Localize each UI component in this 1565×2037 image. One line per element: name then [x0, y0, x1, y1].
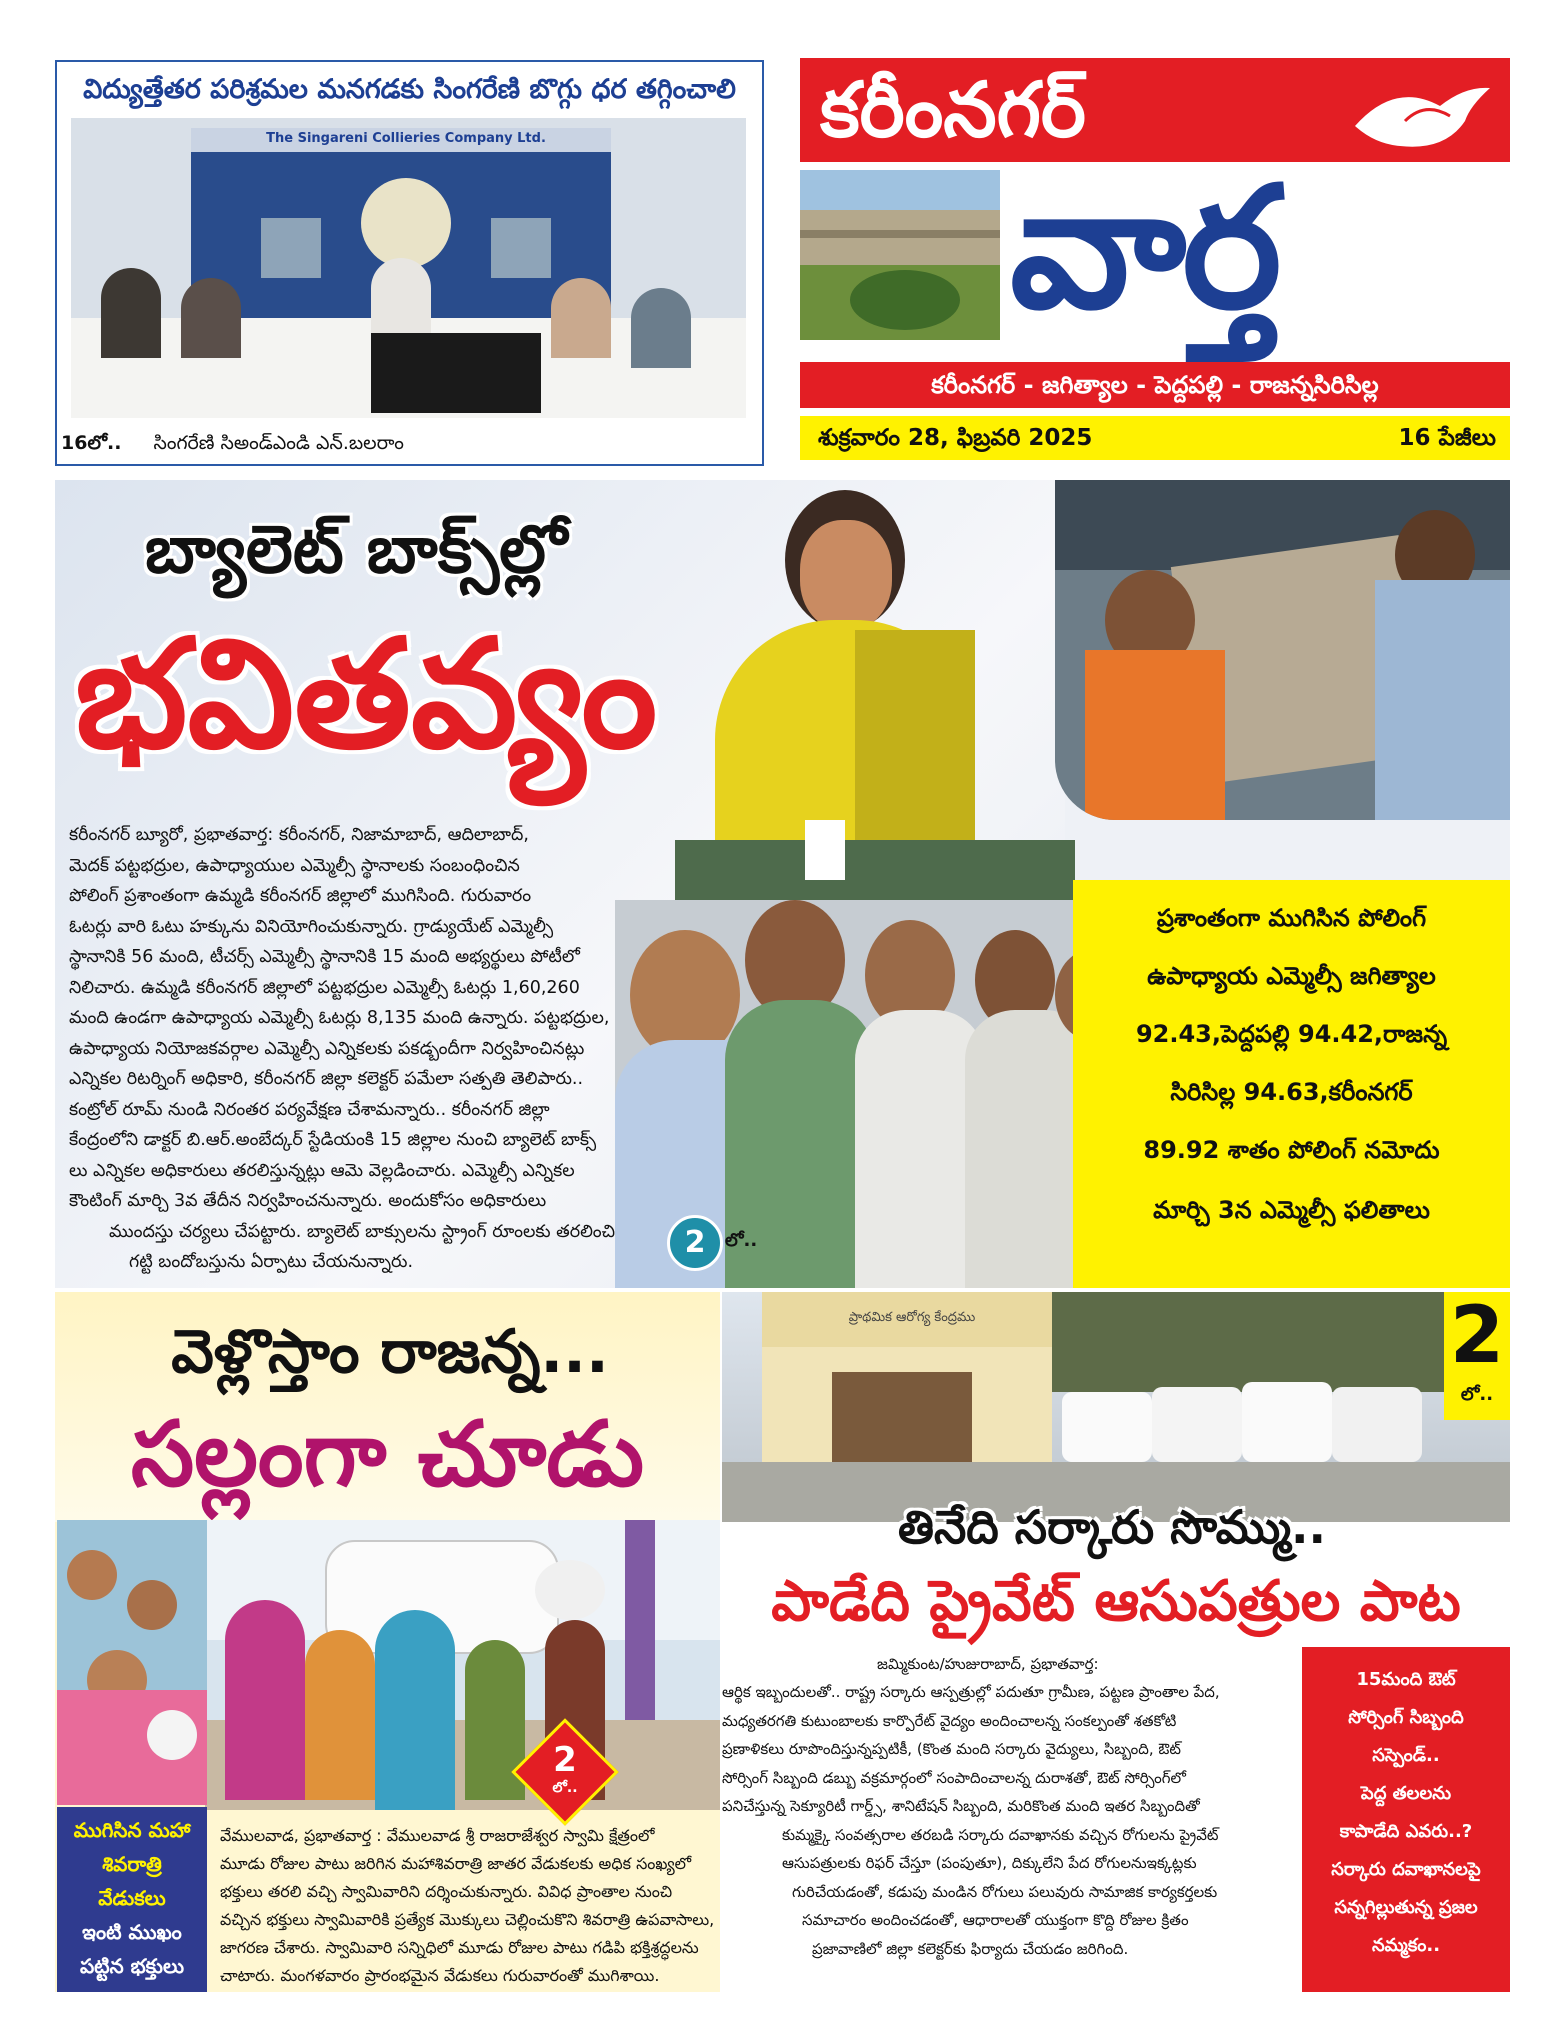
shivaratri-side-box: [57, 1807, 207, 1992]
summary-line: 89.92 శాతం పోలింగ్ నమోదు: [1143, 1136, 1440, 1164]
body-line: గట్టి బందోబస్తును ఏర్పాటు చేయనున్నారు.: [129, 1252, 414, 1272]
side-line: శివరాత్రి: [102, 1852, 162, 1876]
body-line: పోలింగ్ ప్రశాంతంగా ఉమ్మడి కరీంనగర్ జిల్లాలో ముగిసింది. గురువారం: [69, 886, 532, 906]
body-line: వచ్చిన భక్తులు స్వామివారికి ప్రత్యేక మొక్కులు చెల్లించుకొని శివరాత్రి ఉపవాసాలు,: [220, 1910, 715, 1929]
side-line: సన్నగిల్లుతున్న ప్రజల: [1334, 1897, 1478, 1918]
pages-text: 16 పేజీలు: [1398, 425, 1496, 451]
body-line: మంది ఉండగా ఉపాధ్యాయ ఎమ్మెల్సీ ఓటర్లు 8,135 మంది ఉన్నారు. పట్టభద్రుల,: [69, 1008, 610, 1028]
jump-suffix: లో..: [1460, 1384, 1494, 1405]
hospital-story: [722, 1292, 1510, 1992]
body-line: ఎన్నికల రిటర్నింగ్ అధికారి, కరీంనగర్ జిల్లా కలెక్టర్ పమేలా సత్పతి తెలిపారు..: [69, 1069, 584, 1089]
jump-suffix: లో..: [725, 1230, 758, 1251]
date-bar: [800, 416, 1510, 460]
body-line: ముందస్తు చర్యలు చేపట్టారు. బ్యాలెట్ బాక్సులను స్ట్రాంగ్ రూంలకు తరలించి: [109, 1221, 616, 1242]
hospital-sign: ప్రాథమిక ఆరోగ్య కేంద్రము: [848, 1310, 976, 1325]
shivaratri-headline-top: వెళ్లొస్తాం రాజన్న...: [171, 1317, 609, 1387]
summary-line: సిరిసిల్ల 94.63,కరీంనగర్: [1170, 1078, 1413, 1106]
masthead-title-small: కరీంనగర్: [820, 65, 1086, 154]
side-line: పెద్ద తలలను: [1360, 1783, 1452, 1804]
body-line: కౌంటింగ్ మార్చి 3వ తేదీన నిర్వహించనున్నారు. అందుకోసం అధికారులు: [69, 1191, 547, 1211]
ballot-box-photo: [1055, 480, 1510, 820]
summary-line: ఉపాధ్యాయ ఎమ్మెల్సీ జగిత్యాల: [1147, 962, 1436, 990]
dam-photo: [800, 170, 1000, 340]
bus-devotees-photo: [57, 1520, 207, 1805]
devotees-photo: [205, 1520, 720, 1810]
summary-line: 92.43,పెద్దపల్లి 94.42,రాజన్న: [1135, 1020, 1448, 1048]
hospital-jump-box: [1444, 1292, 1510, 1420]
body-line: కేంద్రంలోని డాక్టర్ బి.ఆర్.అంబేద్కర్ స్టేడియంకి 15 జిల్లాల నుంచి బ్యాలెట్ బాక్స్: [69, 1130, 597, 1150]
top-story-box: [55, 60, 764, 466]
side-line: కాపాడేది ఎవరు..?: [1339, 1821, 1473, 1842]
side-line: ముగిసిన మహా: [73, 1818, 191, 1842]
top-story-headline: విద్యుత్తేతర పరిశ్రమల మనగడకు సింగరేణి బొగ్గు ధర తగ్గించాలి: [67, 70, 752, 110]
jump-number: 2: [1449, 1291, 1505, 1381]
polling-summary-box: [1073, 880, 1510, 1288]
body-line: ఆసుపత్రులకు రిఫర్ చేస్తూ (పంపుతూ), దిక్కులేని పేద రోగులనుఇక్కట్లకు: [782, 1854, 1197, 1872]
body-line: కంట్రోల్ రూమ్ నుండి నిరంతర పర్యవేక్షణ చేశామన్నారు.. కరీంనగర్ జిల్లా: [69, 1099, 550, 1120]
top-story-photo: [71, 118, 746, 418]
banner-text: The Singareni Collieries Company Ltd.: [266, 131, 546, 146]
shivaratri-jump-suffix: లో..: [552, 1780, 578, 1796]
side-line: ఇంటి ముఖం: [82, 1920, 182, 1944]
lead-headline-main: భవితవ్యం: [75, 608, 658, 782]
body-line: నిలిచారు. ఉమ్మడి కరీంనగర్ జిల్లాలో పట్టభద్రుల ఎమ్మెల్సీ ఓటర్లు 1,60,260: [69, 977, 580, 998]
hospital-photo: [722, 1292, 1510, 1522]
hospital-headline-main: పాడేది ప్రైవేట్ ఆసుపత్రుల పాట: [771, 1569, 1461, 1634]
body-line: వేములవాడ, ప్రభాతవార్త : వేములవాడ శ్రీ రాజరాజేశ్వర స్వామి క్షేత్రంలో: [220, 1826, 655, 1845]
body-line: పనిచేస్తున్న సెక్యూరిటీ గార్డ్స్, శానిటేషన్ సిబ్బంది, మరికొంత మంది ఇతర సిబ్బందితో: [722, 1797, 1200, 1815]
page-ref: 16లో..: [61, 432, 122, 454]
body-line: జాగరణ చేశారు. స్వామివారి సన్నిధిలో మూడు రోజుల పాటు గడిపి భక్తిశ్రద్ధలను: [220, 1938, 699, 1957]
hospital-dateline: జమ్మికుంట/హుజురాబాద్, ప్రభాతవార్త:: [877, 1655, 1099, 1673]
body-line: ప్రజావాణిలో జిల్లా కలెక్టర్‌కు ఫిర్యాదు చేయడం జరిగింది.: [812, 1939, 1129, 1958]
districts-text: కరీంనగర్ - జగిత్యాల - పెద్దపల్లి - రాజన్నసిరిసిల్ల: [931, 371, 1379, 399]
hospital-body: [722, 1678, 1277, 1963]
lead-headline-top: బ్యాలెట్ బాక్స్‌ల్లో: [145, 511, 568, 588]
body-line: మెదక్ పట్టభద్రుల, ఉపాధ్యాయుల ఎమ్మెల్సీ స్థానాలకు సంబంధించిన: [69, 855, 520, 876]
hospital-side-box: [1302, 1647, 1510, 1992]
body-line: సోర్సింగ్ సిబ్బంది డబ్బు వక్రమార్గంలో సంపాదించాలన్న దురాశతో, ఔట్ సోర్సింగ్‌లో: [722, 1768, 1186, 1787]
side-line: సోర్సింగ్ సిబ్బంది: [1348, 1707, 1464, 1728]
side-line: సస్పెండ్..: [1372, 1745, 1440, 1766]
caption: సింగరేణి సిఅండ్‌ఎండి ఎన్.బలరాం: [153, 432, 404, 454]
shivaratri-jump-number: 2: [553, 1740, 577, 1780]
body-line: ఓటర్లు వారి ఓటు హక్కును వినియోగించుకున్నారు. గ్రాడ్యుయేట్ ఎమ్మెల్సీ: [69, 916, 554, 937]
side-line: సర్కారు దవాఖానలపై: [1331, 1859, 1481, 1880]
summary-line: ప్రశాంతంగా ముగిసిన పోలింగ్: [1156, 904, 1427, 932]
body-line: కరీంనగర్ బ్యూరో, ప్రభాతవార్త: కరీంనగర్, నిజామాబాద్, ఆదిలాబాద్,: [69, 825, 529, 845]
masthead-title-big: వార్త: [1010, 150, 1278, 346]
body-line: ఆర్థిక ఇబ్బందులతో.. రాష్ట్ర సర్కారు ఆస్పత్రుల్లో పదుతూ గ్రామీణ, పట్టణ ప్రాంతాల పేద,: [722, 1683, 1220, 1701]
shivaratri-headline-main: సల్లంగా చూడు: [130, 1402, 645, 1507]
date-text: శుక్రవారం 28, ఫిబ్రవరి 2025: [818, 425, 1093, 451]
jump-number: 2: [684, 1225, 706, 1260]
body-line: గురిచేయడంతో, కడుపు మండిన రోగులు పలువురు సామాజిక కార్యకర్తలకు: [792, 1882, 1218, 1901]
body-line: మధ్యతరగతి కుటుంబాలకు కార్పొరేట్ వైద్యం అందించాలన్న సంకల్పంతో శతకోటి: [722, 1711, 1177, 1730]
body-line: సమాచారం అందించడంతో, ఆధారాలతో యుక్తంగా కొద్ది రోజుల క్రితం: [802, 1911, 1189, 1929]
body-line: స్థానానికి 56 మంది, టీచర్స్ ఎమ్మెల్సీ స్థానానికి 15 మంది అభ్యర్థులు పోటీలో: [69, 947, 580, 967]
side-line: నమ్మకం..: [1371, 1935, 1441, 1956]
lead-jump-marker: [667, 1215, 723, 1271]
body-line: భక్తులు తరలి వచ్చి స్వామివారిని దర్శించుకున్నారు. వివిధ ప్రాంతాల నుంచి: [220, 1882, 673, 1901]
body-line: లు ఎన్నికల అధికారులు తరలిస్తున్నట్లు ఆమె వెల్లడించారు. ఎమ్మెల్సీ ఎన్నికల: [69, 1160, 575, 1181]
side-line: వేడుకలు: [98, 1886, 166, 1910]
lead-story: [55, 480, 1510, 1288]
body-line: ప్రణాళికలు రూపొందిస్తున్నప్పటికీ, (కొంత మంది సర్కారు వైద్యులు, సిబ్బంది, ఔట్: [722, 1740, 1181, 1758]
body-line: చాటారు. మంగళవారం ప్రారంభమైన వేడుకలు గురువారంతో ముగిశాయి.: [220, 1966, 660, 1985]
body-line: మూడు రోజుల పాటు జరిగిన మహాశివరాత్రి జాతర వేడుకలకు అధిక సంఖ్యలో: [220, 1854, 692, 1873]
summary-line: మార్చి 3న ఎమ్మెల్సీ ఫలితాలు: [1153, 1196, 1430, 1224]
body-line: ఉపాధ్యాయ నియోజకవర్గాల ఎమ్మెల్సీ ఎన్నికలకు పకడ్బందీగా నిర్వహించినట్లు: [69, 1038, 585, 1059]
districts-bar: [800, 362, 1510, 408]
masthead: [800, 58, 1510, 451]
shivaratri-body: [220, 1822, 720, 1990]
top-story-caption-bar: [57, 422, 762, 464]
side-line: 15మంది ఔట్: [1356, 1669, 1456, 1690]
body-line: కుమ్మక్కై సంవత్సరాల తరబడి సర్కారు దవాఖానకు వచ్చిన రోగులను ప్రైవేట్: [782, 1825, 1219, 1844]
shivaratri-story: [55, 1292, 720, 1992]
hospital-headline-top: తినేది సర్కారు సొమ్ము..: [898, 1500, 1326, 1554]
lead-body: [69, 820, 709, 1278]
side-line: పట్టిన భక్తులు: [79, 1954, 185, 1978]
